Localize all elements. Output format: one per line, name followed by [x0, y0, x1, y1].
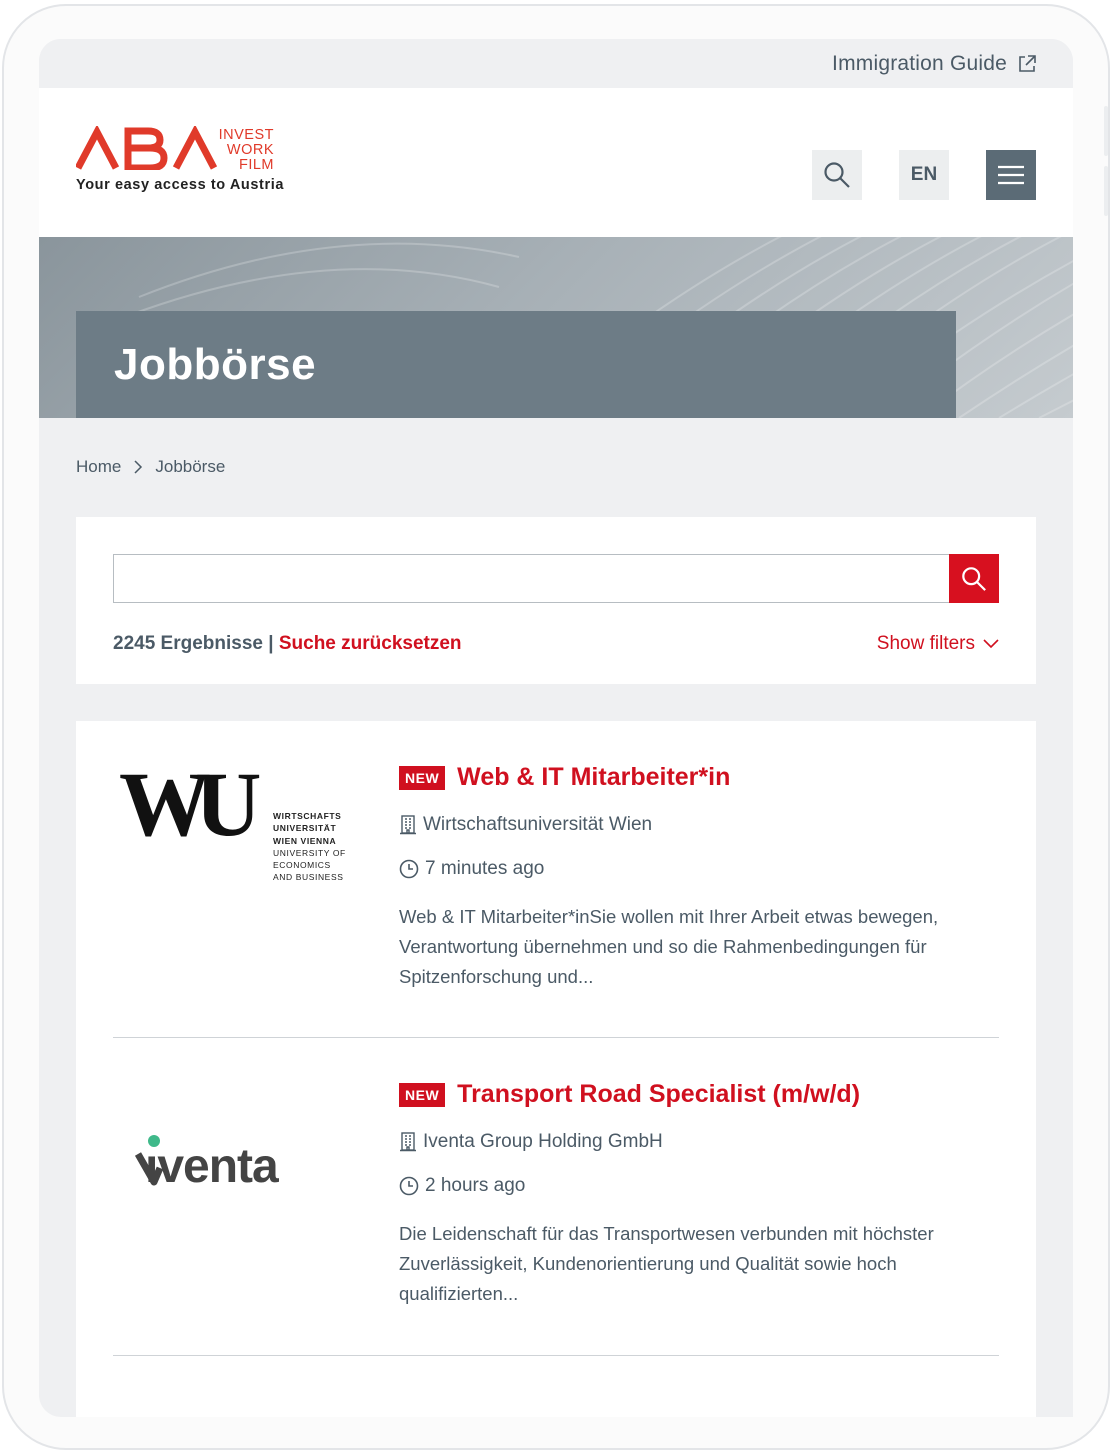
- job-company: [399, 1131, 989, 1153]
- brand-work: WORK: [226, 142, 274, 158]
- show-filters-toggle[interactable]: [877, 633, 999, 655]
- brand-tagline: Your easy access to Austria: [76, 177, 285, 193]
- aba-wordmark-icon: [76, 126, 218, 170]
- job-search-input[interactable]: [113, 554, 949, 603]
- wu-logo-line: UNIVERSITÄT: [273, 823, 337, 834]
- job-posted: [399, 1175, 989, 1197]
- new-badge: NEW: [399, 766, 445, 790]
- job-title-row: [399, 763, 989, 792]
- wu-logo-line: ECONOMICS: [273, 860, 331, 871]
- chevron-right-icon: [133, 460, 143, 474]
- new-badge: NEW: [399, 1083, 445, 1107]
- breadcrumb: [76, 457, 225, 477]
- building-icon: [399, 1132, 417, 1152]
- breadcrumb-current: Jobbörse: [155, 457, 226, 476]
- clock-icon: [399, 859, 419, 879]
- chevron-down-icon: [983, 639, 999, 649]
- job-posted: [399, 858, 989, 880]
- page-hero: [39, 237, 1073, 418]
- search-card: [76, 517, 1036, 684]
- company-name: Wirtschaftsuniversität Wien: [423, 814, 653, 835]
- immigration-guide-link[interactable]: [832, 52, 1037, 76]
- immigration-guide-label: Immigration Guide: [832, 51, 1007, 75]
- menu-button[interactable]: [986, 150, 1036, 200]
- language-switch-button[interactable]: [899, 150, 949, 200]
- language-label: EN: [910, 164, 938, 185]
- wu-logo-text: [273, 810, 346, 884]
- page-title: Jobbörse: [114, 339, 317, 389]
- browser-viewport: [39, 39, 1073, 1417]
- job-title-link[interactable]: Transport Road Specialist (m/w/d): [457, 1080, 861, 1108]
- hamburger-icon: [998, 164, 1024, 186]
- wu-logo-line: WIEN VIENNA: [273, 835, 337, 846]
- job-title-link[interactable]: Web & IT Mitarbeiter*in: [457, 763, 731, 791]
- header-search-button[interactable]: [812, 150, 862, 200]
- aba-logo[interactable]: [76, 126, 285, 196]
- job-list: [76, 721, 1036, 1417]
- wu-logo-line: WIRTSCHAFTS: [273, 811, 342, 821]
- wu-logo-line: UNIVERSITY OF: [273, 847, 346, 858]
- utility-bar: [39, 39, 1073, 88]
- job-title-row: [399, 1080, 989, 1109]
- search-submit-button[interactable]: [949, 554, 999, 603]
- iventa-logo-text: ıventa: [145, 1140, 278, 1193]
- results-summary: [113, 633, 462, 655]
- iventa-logo-icon: [113, 1078, 353, 1208]
- external-link-icon: [1017, 54, 1037, 74]
- brand-side-text: [216, 128, 274, 173]
- results-count: 2245 Ergebnisse: [113, 633, 263, 654]
- device-side-button: [1104, 106, 1108, 156]
- job-listing[interactable]: [113, 1038, 999, 1356]
- results-separator: |: [262, 633, 279, 654]
- device-side-button: [1104, 166, 1108, 216]
- show-filters-label: Show filters: [876, 633, 975, 654]
- brand-film: FILM: [238, 157, 274, 173]
- posted-time: 7 minutes ago: [425, 858, 545, 879]
- svg-text:WU: WU: [119, 763, 246, 855]
- job-listing[interactable]: [113, 721, 999, 1038]
- posted-time: 2 hours ago: [425, 1175, 526, 1196]
- company-name: Iventa Group Holding GmbH: [423, 1131, 663, 1152]
- wu-company-logo: [113, 763, 353, 903]
- breadcrumb-home-link[interactable]: Home: [76, 457, 122, 476]
- brand-invest: INVEST: [218, 127, 274, 143]
- job-description: Web & IT Mitarbeiter*inSie wollen mit Ihrer Arbeit etwas bewegen, Verantwortung übernehmen und so die Rahmenbedingungen für Spitzenforschung und...: [399, 906, 939, 987]
- job-description: Die Leidenschaft für das Transportwesen verbunden mit höchster Zuverlässigkeit, Kundenorientierung und Qualität sowie hoch qualifizierten...: [399, 1223, 934, 1304]
- iventa-company-logo: [113, 1078, 353, 1218]
- hero-title-box: [76, 311, 956, 418]
- job-content: [399, 1080, 989, 1309]
- site-header: [39, 88, 1073, 237]
- job-company: [399, 814, 989, 836]
- clock-icon: [399, 1176, 419, 1196]
- search-icon: [823, 161, 851, 189]
- search-icon: [961, 566, 987, 592]
- reset-search-link[interactable]: Suche zurücksetzen: [278, 633, 462, 654]
- wu-logo-line: AND BUSINESS: [273, 872, 344, 883]
- job-content: [399, 763, 989, 992]
- building-icon: [399, 815, 417, 835]
